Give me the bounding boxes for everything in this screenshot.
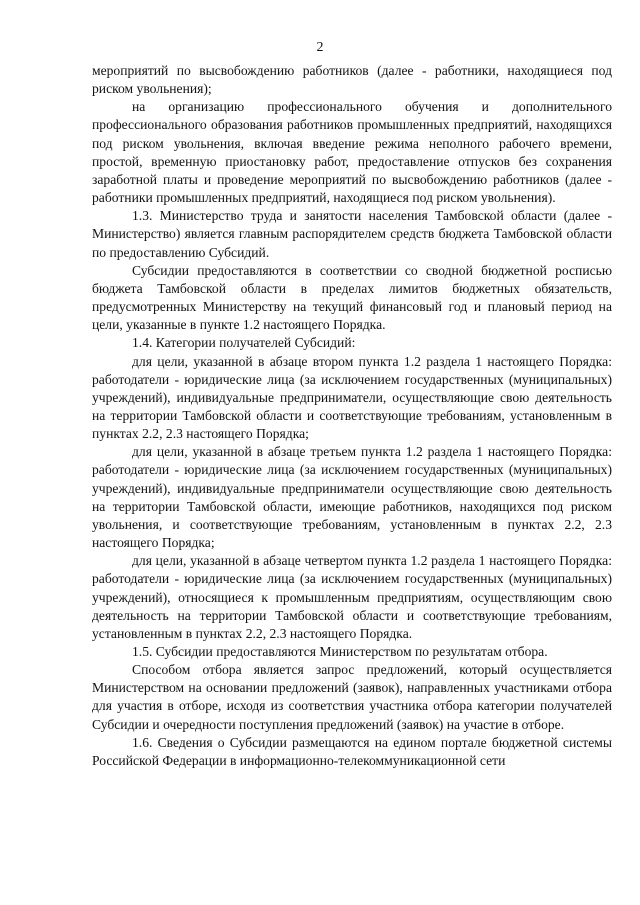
document-body bbox=[92, 62, 612, 770]
paragraph-1-6-info: 1.6. Сведения о Субсидии размещаются на едином портале бюджетной системы Российской Федерации в информационно-телекоммуникационной сети bbox=[92, 734, 612, 768]
paragraph-subsidies-budget: Субсидии предоставляются в соответствии со сводной бюджетной росписью бюджета Тамбовской области в пределах лимитов бюджетных обязательств, предусмотренных Министерству на текущий финансовый год и плановый период на цели, указанные в пункте 1.2 настоящего Порядка. bbox=[92, 262, 612, 333]
paragraph-1-4-heading: 1.4. Категории получателей Субсидий: bbox=[132, 335, 356, 351]
paragraph-category-second: для цели, указанной в абзаце втором пункта 1.2 раздела 1 настоящего Порядка: работодатели - юридические лица (за исключением государственных (муниципальных) учреждений), индивидуальные предприниматели, осуществляющие свою деятельность на территории Тамбовской области и соответствующие требованиям, установленным в пунктах 2.2, 2.3 настоящего Порядка; bbox=[92, 353, 612, 442]
paragraph-1-5-selection: 1.5. Субсидии предоставляются Министерством по результатам отбора. bbox=[132, 644, 548, 659]
paragraph-1-3-ministry: 1.3. Министерство труда и занятости населения Тамбовской области (далее - Министерство) является главным распорядителем средств бюджета Тамбовской области по предоставлению Субсидий. bbox=[92, 208, 612, 260]
paragraph-professional-training: на организацию профессионального обучения и дополнительного профессионального образования работников промышленных предприятий, находящихся под риском увольнения, включая введение режима неполного рабочего времени, простой, временную приостановку работ, предоставление отпусков без сохранения заработной платы и проведение мероприятий по высвобождению работников (далее - работники промышленных предприятий, находящиеся под риском увольнения). bbox=[92, 99, 612, 206]
paragraph-category-third: для цели, указанной в абзаце третьем пункта 1.2 раздела 1 настоящего Порядка: работодатели - юридические лица (за исключением государственных (муниципальных) учреждений), индивидуальные предприниматели осуществляющие свою деятельность на территории Тамбовской области, имеющие работников, находящихся под риском увольнения, и соответствующие требованиям, установленным в пунктах 2.2, 2.3 настоящего Порядка; bbox=[92, 444, 612, 551]
page-number: 2 bbox=[316, 40, 324, 55]
paragraph-category-fourth: для цели, указанной в абзаце четвертом пункта 1.2 раздела 1 настоящего Порядка: работодатели - юридические лица (за исключением государственных (муниципальных) учреждений), относящиеся к промышленным предприятиям, осуществляющим свою деятельность на территории Тамбовской области и соответствующие требованиям, установленным в пунктах 2.2, 2.3 настоящего Порядка. bbox=[92, 553, 612, 641]
paragraph-selection-method: Способом отбора является запрос предложений, который осуществляется Министерством на основании предложений (заявок), направленных участниками отбора для участия в отборе, исходя из соответствия участника отбора категории получателей Субсидии и очередности поступления предложений (заявок) на участие в отборе. bbox=[92, 662, 612, 732]
paragraph-continuation: мероприятий по высвобождению работников (далее - работники, находящиеся под риском увольнения); bbox=[92, 63, 612, 97]
